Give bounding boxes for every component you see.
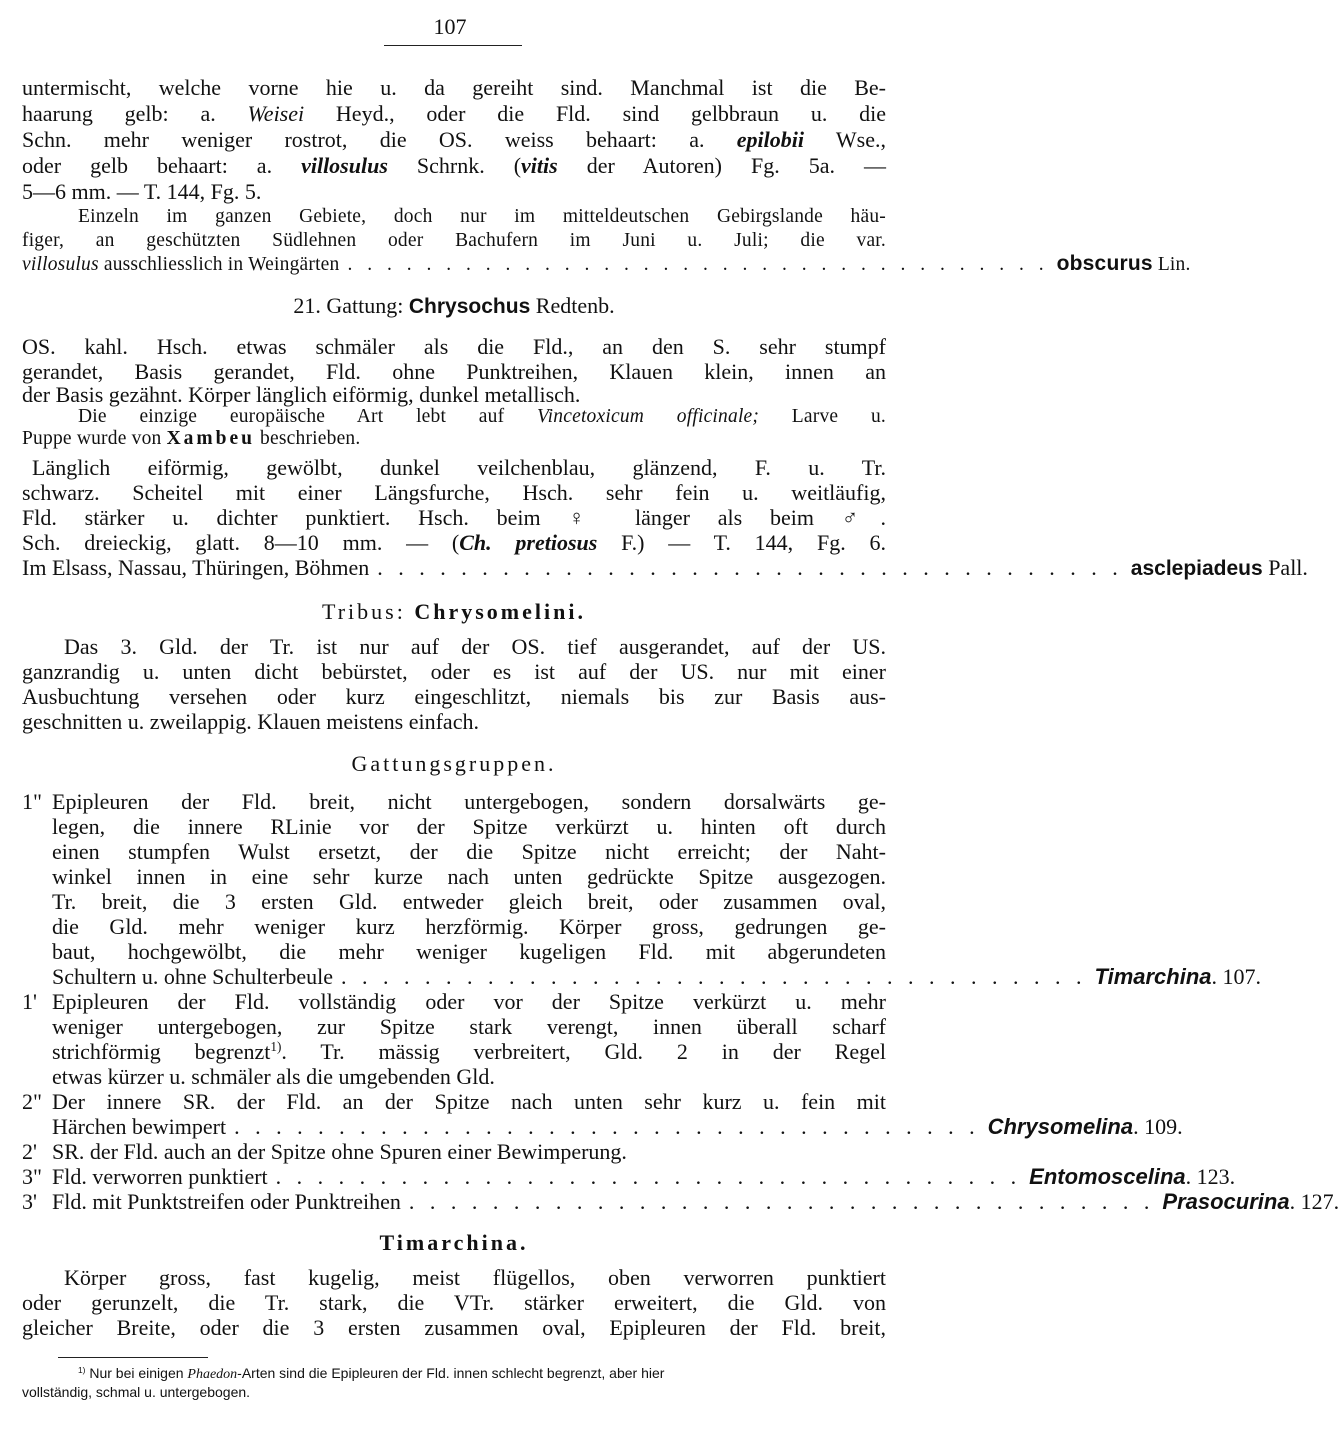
- text-line: Ausbuchtung versehen oder kurz eingeschlitzt, niemals bis zur Basis aus-: [22, 684, 886, 709]
- species-name: asclepiadeus: [1130, 557, 1263, 580]
- text-line: OS. kahl. Hsch. etwas schmäler als die Fld., an den S. sehr stumpf: [22, 334, 886, 359]
- group-name: Timarchina: [1094, 964, 1212, 989]
- key-line: 3" Fld. verworren punktiert . . . . . . . . . . . . . . . . . . . . . . . . . . . . . . . . . . . . Entomoscelina. 123.: [22, 1164, 1236, 1189]
- note-line: Die einzige europäische Art lebt auf Vincetoxicum officinale; Larve u.: [78, 406, 886, 427]
- key-line: einen stumpfen Wulst ersetzt, der die Spitze nicht erreicht; der Naht-: [52, 839, 886, 864]
- gattungsgruppen-heading: Gattungsgruppen.: [351, 751, 557, 776]
- text-line: gleicher Breite, oder die 3 ersten zusammen oval, Epipleuren der Fld. breit,: [22, 1315, 886, 1340]
- timarchina-heading: Timarchina.: [379, 1230, 529, 1255]
- group-name: Entomoscelina: [1029, 1164, 1186, 1189]
- leader-dots: . . . . . . . . . . . . . . . . . . . . . . . . . . . . . . . . . . . .: [347, 254, 1049, 275]
- text-line: Sch. dreieckig, glatt. 8—10 mm. — (Ch. pretiosus F.) — T. 144, Fg. 6.: [22, 530, 886, 555]
- key-line: 2" Der innere SR. der Fld. an der Spitze nach unten sehr kurz u. fein mit: [22, 1089, 886, 1114]
- footnote-ref: 1): [270, 1039, 282, 1055]
- key-number: 2": [22, 1089, 42, 1114]
- text-line: der Basis gezähnt. Körper länglich eiförmig, dunkel metallisch.: [22, 382, 581, 407]
- footnote-rule: [58, 1357, 208, 1358]
- key-line: Schultern u. ohne Schulterbeule . . . . . . . . . . . . . . . . . . . . . . . . . . . . . . . . . . . . Timarchina. 107.: [52, 964, 1262, 989]
- key-number: 3": [22, 1164, 42, 1189]
- text-line: Länglich eiförmig, gewölbt, dunkel veilchenblau, glänzend, F. u. Tr.: [32, 455, 886, 480]
- key-line: etwas kürzer u. schmäler als die umgebenden Gld.: [52, 1064, 495, 1089]
- text-line: haarung gelb: a. Weisei Heyd., oder die Fld. sind gelbbraun u. die: [22, 101, 886, 126]
- page-number: 107: [433, 14, 467, 39]
- leader-dots: . . . . . . . . . . . . . . . . . . . . . . . . . . . . . . . . . . . .: [341, 964, 1087, 989]
- key-line: strichförmig begrenzt$^{1)}$. Tr. mässig verbreitert, Gld. 2 in der Regel: [52, 1039, 886, 1064]
- genus-heading: 21. Gattung: Chrysochus Redtenb.: [293, 293, 615, 318]
- group-name: Chrysomelina: [987, 1114, 1134, 1139]
- text-line: oder gelb behaart: a. villosulus Schrnk. (vitis der Autoren) Fg. 5a. —: [22, 153, 887, 178]
- key-number: 1': [22, 989, 37, 1014]
- key-number: 2': [22, 1139, 37, 1164]
- text-line: Im Elsass, Nassau, Thüringen, Böhmen . . . . . . . . . . . . . . . . . . . . . . . . . . . . . . . . . . . . asclepiadeus Pall.: [22, 555, 1308, 580]
- key-line: 3' Fld. mit Punktstreifen oder Punktreihen . . . . . . . . . . . . . . . . . . . . . . . . . . . . . . . . . . . . Prasocurina. 127.: [22, 1189, 1339, 1214]
- footnote-line: vollständig, schmal u. untergebogen.: [22, 1384, 251, 1400]
- text-line: Körper gross, fast kugelig, meist flügellos, oben verworren punktiert: [64, 1265, 886, 1290]
- distribution-line: figer, an geschützten Südlehnen oder Bachufern im Juni u. Juli; die var.: [22, 230, 886, 251]
- footnote-line: $^{1)}$ Nur bei einigen Phaedon-Arten sind die Epipleuren der Fld. innen schlecht begrenzt, aber hier: [78, 1364, 665, 1382]
- text-line: schwarz. Scheitel mit einer Längsfurche, Hsch. sehr fein u. weitläufig,: [22, 480, 886, 505]
- tribus-heading: Tribus: Chrysomelini.: [322, 599, 586, 624]
- key-line: die Gld. mehr weniger kurz herzförmig. Körper gross, gedrungen ge-: [52, 914, 886, 939]
- key-line: winkel innen in eine sehr kurze nach unten gedrückte Spitze ausgezogen.: [52, 864, 886, 889]
- text-line: ganzrandig u. unten dicht bebürstet, oder es ist auf der US. nur mit einer: [22, 659, 886, 684]
- leader-dots: . . . . . . . . . . . . . . . . . . . . . . . . . . . . . . . . . . . .: [275, 1164, 1022, 1189]
- leader-dots: . . . . . . . . . . . . . . . . . . . . . . . . . . . . . . . . . . . .: [377, 555, 1123, 580]
- distribution-line: villosulus ausschliesslich in Weingärten . . . . . . . . . . . . . . . . . . . . . . . . . . . . . . . . . . . . obscurus Lin.: [22, 252, 1191, 275]
- key-line: 1' Epipleuren der Fld. vollständig oder vor der Spitze verkürzt u. mehr: [22, 989, 886, 1014]
- group-name: Prasocurina: [1162, 1189, 1290, 1214]
- key-line: 2' SR. der Fld. auch an der Spitze ohne Spuren einer Bewimperung.: [22, 1139, 627, 1164]
- key-number: 1": [22, 789, 42, 814]
- text-line: Fld. stärker u. dichter punktiert. Hsch. beim ♀ länger als beim ♂.: [22, 505, 886, 530]
- leader-dots: . . . . . . . . . . . . . . . . . . . . . . . . . . . . . . . . . . . .: [408, 1189, 1155, 1214]
- text-line: oder gerunzelt, die Tr. stark, die VTr. stärker erweitert, die Gld. von: [22, 1290, 886, 1315]
- key-number: 3': [22, 1189, 37, 1214]
- text-line: geschnitten u. zweilappig. Klauen meistens einfach.: [22, 709, 479, 734]
- key-line: 1" Epipleuren der Fld. breit, nicht untergebogen, sondern dorsalwärts ge-: [22, 789, 886, 814]
- key-line: Tr. breit, die 3 ersten Gld. entweder gleich breit, oder zusammen oval,: [52, 889, 886, 914]
- key-line: baut, hochgewölbt, die mehr weniger kugeligen Fld. mit abgerundeten: [52, 939, 886, 964]
- distribution-line: Einzeln im ganzen Gebiete, doch nur im mitteldeutschen Gebirgslande häu-: [78, 206, 886, 227]
- leader-dots: . . . . . . . . . . . . . . . . . . . . . . . . . . . . . . . . . . . .: [234, 1114, 980, 1139]
- page-number-rule: [384, 45, 522, 46]
- species-name: obscurus: [1056, 252, 1153, 275]
- note-line: Puppe wurde von Xambeu beschrieben.: [22, 428, 361, 449]
- key-line: weniger untergebogen, zur Spitze stark verengt, innen überall scharf: [52, 1014, 886, 1039]
- key-line: legen, die innere RLinie vor der Spitze verkürzt u. hinten oft durch: [52, 814, 886, 839]
- text-line: 5—6 mm. — T. 144, Fg. 5.: [22, 179, 262, 204]
- text-line: gerandet, Basis gerandet, Fld. ohne Punktreihen, Klauen klein, innen an: [22, 359, 886, 384]
- text-line: Schn. mehr weniger rostrot, die OS. weiss behaart: a. epilobii Wse.,: [22, 127, 886, 152]
- text-line: untermischt, welche vorne hie u. da gereiht sind. Manchmal ist die Be-: [22, 75, 886, 100]
- key-line: Härchen bewimpert . . . . . . . . . . . . . . . . . . . . . . . . . . . . . . . . . . . . Chrysomelina. 109.: [52, 1114, 1183, 1139]
- text-line: Das 3. Gld. der Tr. ist nur auf der OS. tief ausgerandet, auf der US.: [64, 634, 886, 659]
